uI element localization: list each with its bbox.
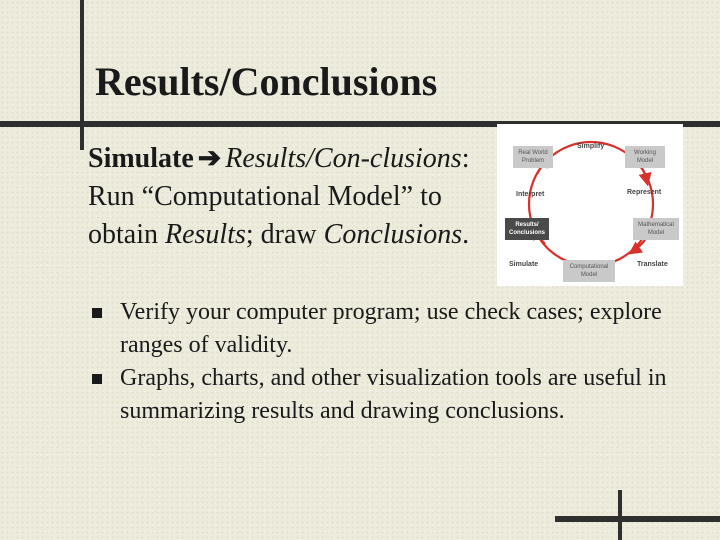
bullet-list (90, 296, 700, 428)
label-comp-2: Model (580, 272, 598, 278)
label-interpret: Interpret (516, 191, 545, 198)
cycle-arrow-2 (632, 240, 645, 252)
label-results-2: Conclusions (508, 230, 546, 236)
square-bullet-icon (92, 374, 102, 384)
label-simplify: Simplify (577, 143, 605, 150)
lead-word: Simulate (88, 143, 194, 174)
paragraph-text-3: . (462, 219, 470, 250)
label-math-1: Mathematical (638, 222, 674, 228)
modeling-cycle-diagram (497, 124, 683, 286)
label-real-world-2: Problem (521, 158, 545, 164)
title-vertical-rule (80, 0, 84, 150)
footer-rule (555, 516, 720, 522)
footer-vertical-rule (618, 490, 622, 540)
label-math-2: Model (647, 230, 665, 236)
modeling-cycle-svg (497, 124, 683, 286)
label-translate: Translate (637, 261, 668, 268)
label-real-world-1: Real World (518, 150, 548, 156)
paragraph-text-2: ; draw (245, 219, 324, 250)
bullet-text: Verify your computer program; use check cases; explore ranges of validity. (120, 299, 662, 358)
label-comp-1: Computational (569, 264, 609, 270)
main-paragraph (88, 140, 498, 254)
bullet-item (90, 296, 700, 362)
conclusions-italic: Conclusions (323, 219, 463, 250)
bullet-text: Graphs, charts, and other visualization tools are useful in summarizing results and drawing conclusions. (120, 365, 667, 424)
arrow-right-icon: ➔ (197, 143, 222, 174)
label-represent: Represent (627, 189, 662, 196)
results-italic: Results (165, 219, 246, 250)
label-results-1: Results/ (515, 222, 539, 228)
lead-italic: Results/Con-clusions (225, 143, 462, 174)
label-working-1: Working (634, 150, 656, 156)
square-bullet-icon (92, 308, 102, 318)
bullet-item (90, 362, 700, 428)
slide-title: Results/Conclusions (95, 59, 438, 104)
label-working-2: Model (636, 158, 654, 164)
label-simulate: Simulate (509, 261, 539, 268)
paragraph-text-1: : Run “Computational Model” to obtain (88, 143, 470, 250)
